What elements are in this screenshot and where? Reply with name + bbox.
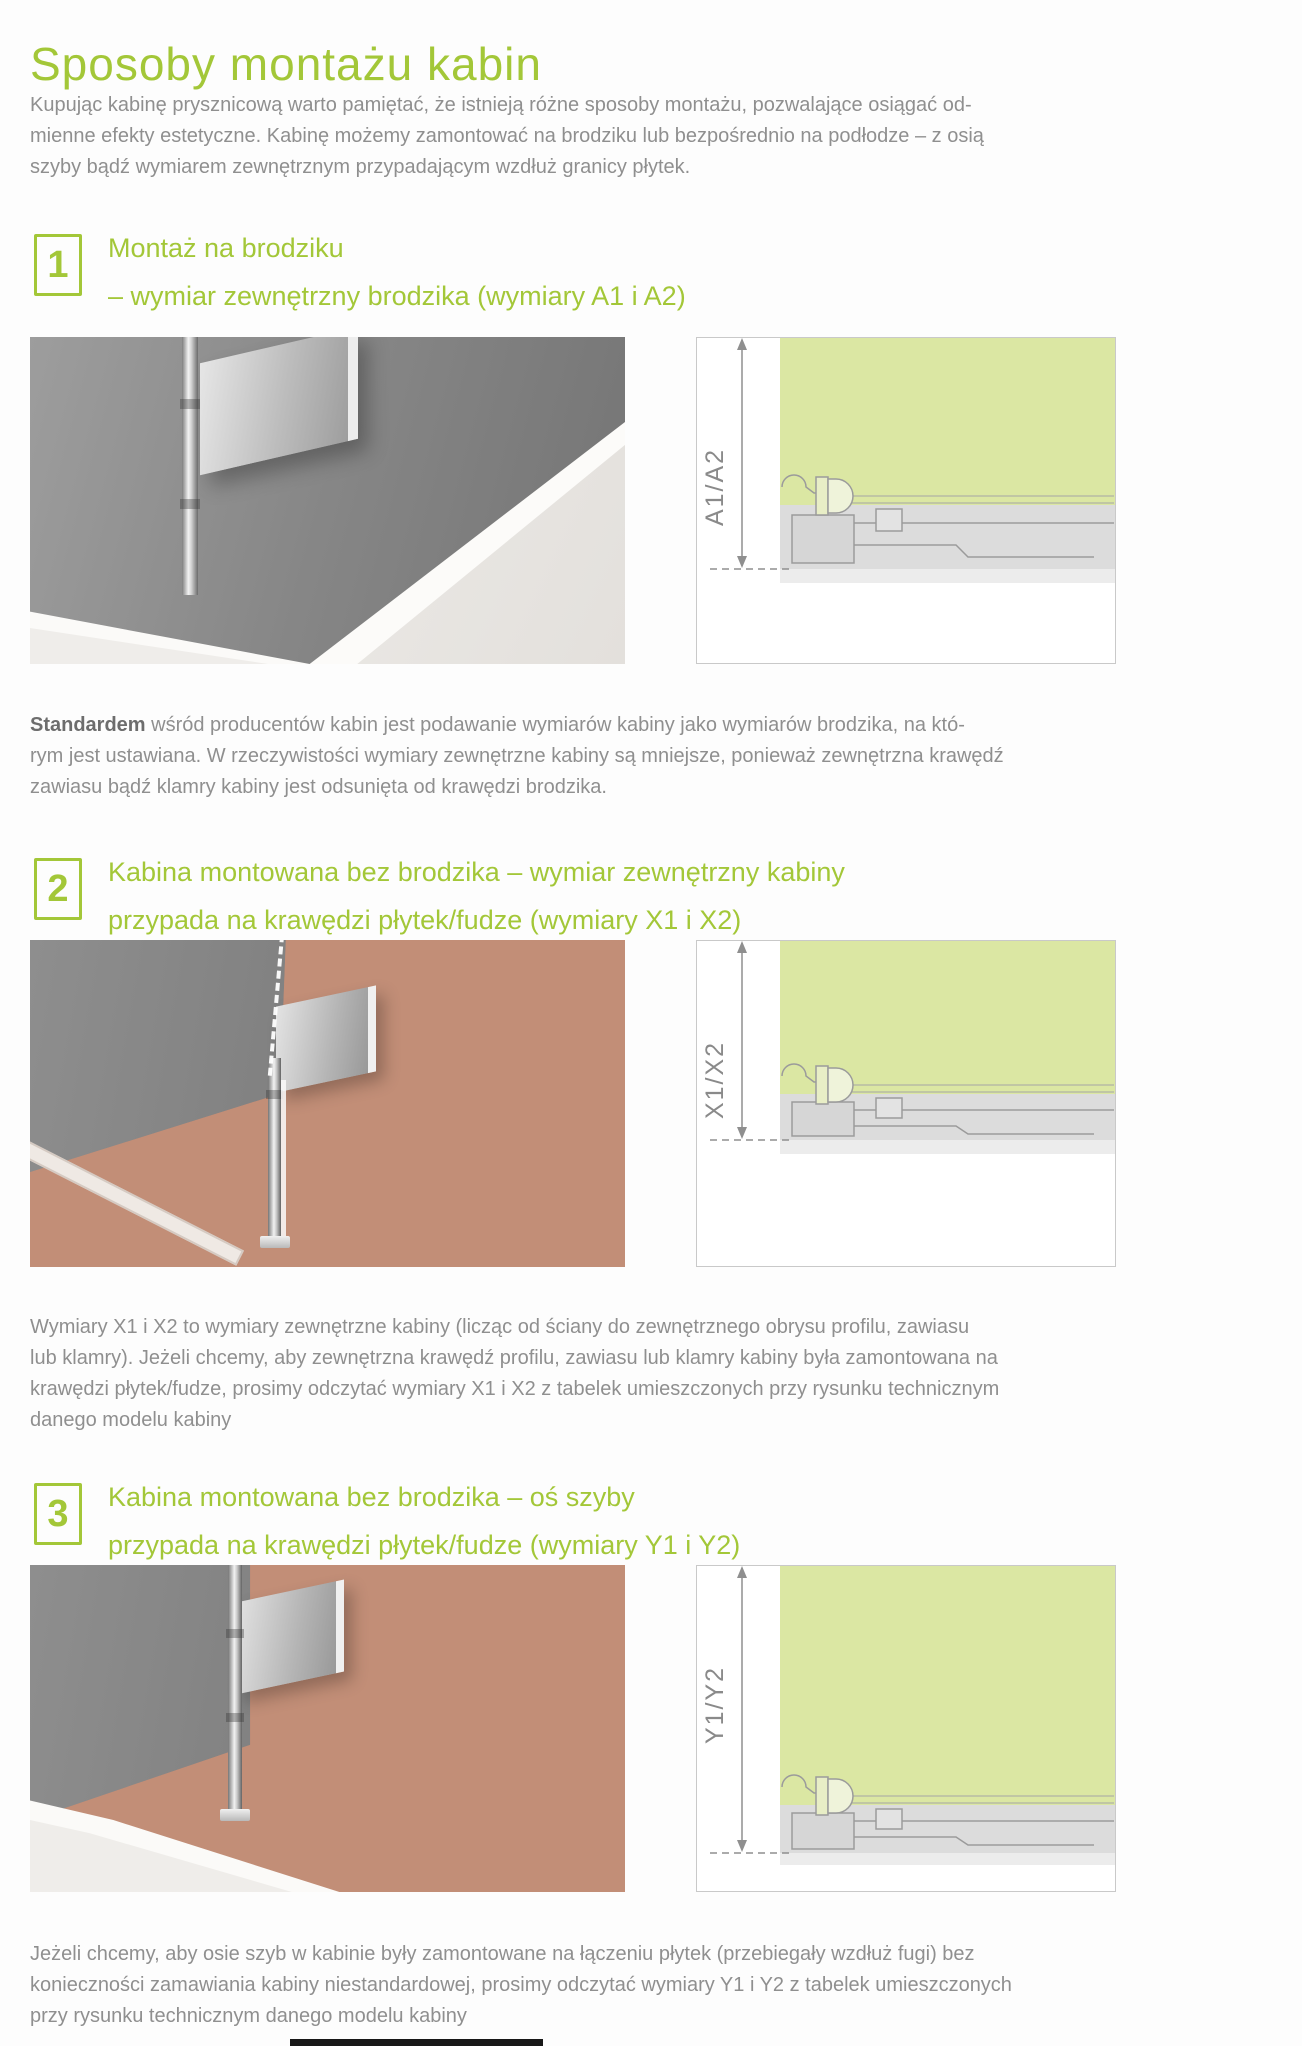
heading-line: Kabina montowana bez brodzika – wymiar zewnętrzny kabiny — [108, 857, 845, 887]
section-3-heading — [108, 1473, 740, 1569]
section-2-note — [30, 1312, 999, 1436]
profile-foot — [220, 1809, 250, 1821]
section-3-badge: 3 — [34, 1483, 82, 1545]
intro-line: Kupując kabinę prysznicową warto pamiętać, że istnieją różne sposoby montażu, pozwalające osiągać od- — [30, 94, 972, 116]
note-line: wśród producentów kabin jest podawanie wymiarów kabiny jako wymiarów brodzika, na któ- — [145, 714, 965, 736]
hinge-knuckle — [226, 1713, 244, 1722]
diagram-mounting-without-tray-glass-axis — [696, 1565, 1116, 1892]
hinge-profile-bar — [268, 1058, 281, 1243]
intro-line: mienne efekty estetyczne. Kabinę możemy zamontować na brodziku lub bezpośrednio na podłodze – z osią — [30, 125, 984, 147]
intro-line: szyby bądź wymiarem zewnętrznym przypadającym wzdłuż granicy płytek. — [30, 156, 691, 178]
photo-hinge-on-shower-tray — [30, 337, 625, 664]
heading-line: przypada na krawędzi płytek/fudze (wymiary X1 i X2) — [108, 905, 742, 935]
heading-line: Montaż na brodziku — [108, 233, 344, 263]
hinge-profile-bar — [228, 1565, 242, 1817]
dimension-label: A1/A2 — [701, 447, 729, 527]
hinge-knuckle — [180, 399, 200, 409]
heading-line: przypada na krawędzi płytek/fudze (wymiary Y1 i Y2) — [108, 1530, 741, 1560]
page-title: Sposoby montażu kabin — [30, 37, 542, 90]
heading-line: Kabina montowana bez brodzika – oś szyby — [108, 1482, 635, 1512]
note-line: rym jest ustawiana. W rzeczywistości wymiary zewnętrzne kabiny są mniejsze, ponieważ zewnętrzna krawędź — [30, 745, 1004, 767]
note-lead: Standardem — [30, 714, 146, 736]
note-line: przy rysunku technicznym danego modelu kabiny — [30, 2005, 467, 2027]
diagram-mounting-without-tray-outer-edge — [696, 940, 1116, 1267]
hinge-knuckle — [226, 1629, 244, 1638]
intro-paragraph — [30, 90, 984, 183]
note-line: lub klamry). Jeżeli chcemy, aby zewnętrzna krawędź profilu, zawiasu lub klamry kabiny była zamontowana na — [30, 1347, 998, 1369]
section-1-badge: 1 — [34, 234, 82, 296]
hinge-profile-bar — [182, 337, 198, 595]
note-line: konieczności zamawiania kabiny niestandardowej, prosimy odczytać wymiary Y1 i Y2 z tabelek umieszczonych — [30, 1974, 1012, 1996]
heading-line: – wymiar zewnętrzny brodzika (wymiary A1 i A2) — [108, 281, 686, 311]
note-line: danego modelu kabiny — [30, 1409, 232, 1431]
section-1-note — [30, 710, 1004, 803]
note-line: Wymiary X1 i X2 to wymiary zewnętrzne kabiny (licząc od ściany do zewnętrznego obrysu profilu, zawiasu — [30, 1316, 970, 1338]
hinge-knuckle — [180, 499, 200, 509]
profile-foot — [260, 1236, 290, 1248]
diagram-mounting-on-tray — [696, 337, 1116, 664]
bottom-cutoff-bar — [290, 2039, 543, 2046]
section-1-heading — [108, 224, 686, 320]
note-line: Jeżeli chcemy, aby osie szyb w kabinie były zamontowane na łączeniu płytek (przebiegały wzdłuż fugi) bez — [30, 1943, 975, 1965]
glass-edge — [281, 1080, 286, 1240]
section-2-badge: 2 — [34, 858, 82, 920]
dimension-label: X1/X2 — [701, 1040, 729, 1120]
dimension-label: Y1/Y2 — [701, 1665, 729, 1745]
glass-panel — [780, 1566, 1115, 1805]
photo-hinge-on-tiled-floor — [30, 1565, 625, 1892]
section-3-note — [30, 1939, 1012, 2032]
section-2-heading — [108, 848, 845, 944]
note-line: zawiasu bądź klamry kabiny jest odsunięta od krawędzi brodzika. — [30, 776, 607, 798]
photo-hinge-on-tiled-floor-axis — [30, 940, 625, 1267]
note-line: krawędzi płytek/fudze, prosimy odczytać wymiary X1 i X2 z tabelek umieszczonych przy rysunku technicznym — [30, 1378, 1000, 1400]
